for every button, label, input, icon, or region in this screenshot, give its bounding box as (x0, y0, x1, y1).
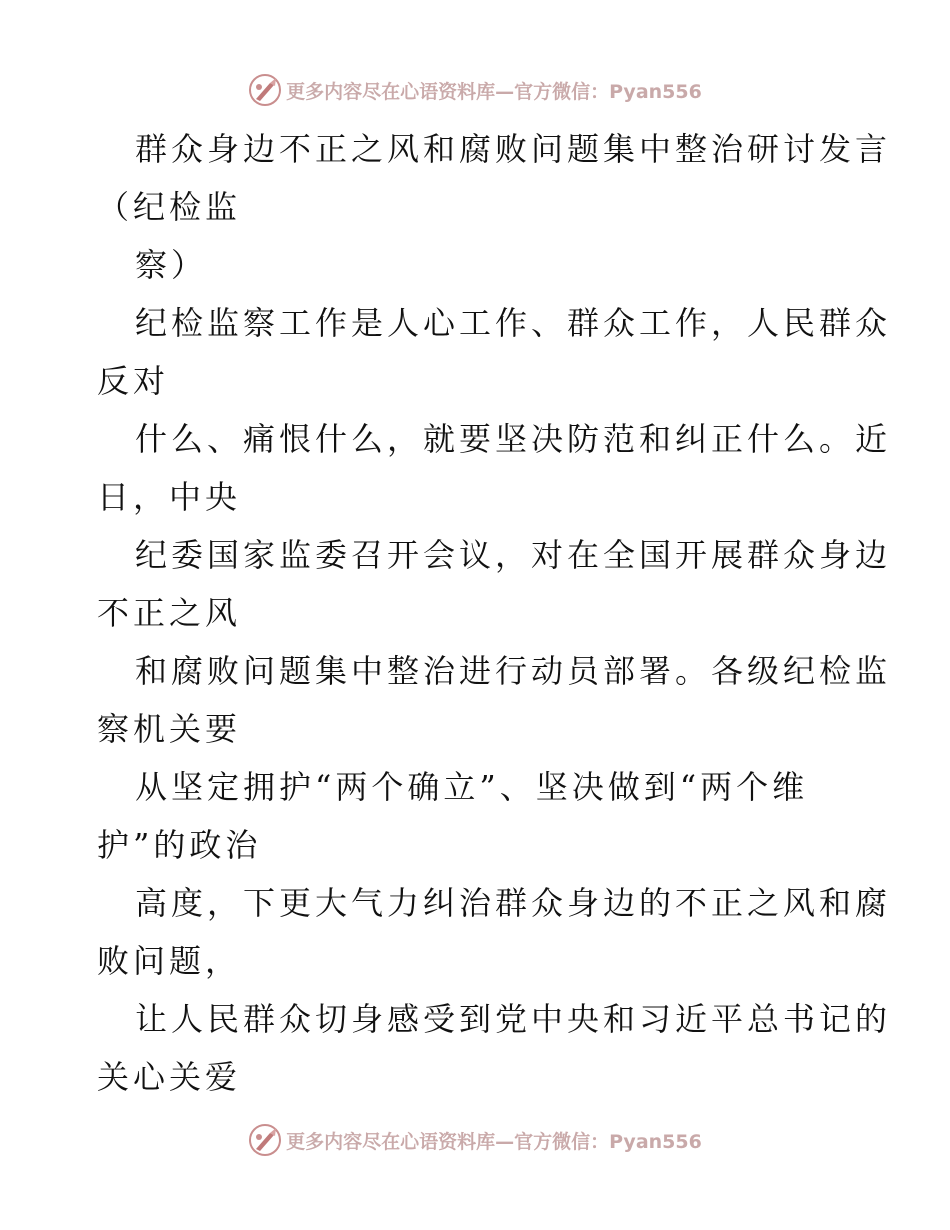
text-line: 反对 (97, 362, 170, 400)
header-watermark (0, 70, 950, 110)
text-line: 从坚定拥护“两个确立”、坚决做到“两个维 (135, 768, 809, 806)
text-line: 群众身边不正之风和腐败问题集中整治研讨发言 (135, 130, 892, 168)
document-body (97, 120, 892, 1106)
text-line: 察机关要 (97, 710, 242, 748)
text-line: 不正之风 (97, 594, 242, 632)
text-line: 和腐败问题集中整治进行动员部署。各级纪检监 (135, 652, 892, 690)
quill-logo-icon (248, 1123, 282, 1157)
text-line: 关心关爱 (97, 1058, 242, 1096)
text-line: 高度，下更大气力纠治群众身边的不正之风和腐 (135, 884, 892, 922)
text-line: 察） (135, 246, 208, 284)
text-line: 败问题， (97, 942, 242, 980)
quill-logo-icon (248, 73, 282, 107)
footer-watermark (0, 1120, 950, 1160)
text-line: 纪委国家监委召开会议，对在全国开展群众身边 (135, 536, 892, 574)
text-line: （纪检监 (97, 188, 242, 226)
text-line: 护”的政治 (97, 826, 262, 864)
watermark-text: 更多内容尽在心语资料库—官方微信：Pyan556 (286, 1130, 702, 1153)
text-line: 纪检监察工作是人心工作、群众工作，人民群众 (135, 304, 892, 342)
text-line: 什么、痛恨什么，就要坚决防范和纠正什么。近 (135, 420, 892, 458)
text-line: 让人民群众切身感受到党中央和习近平总书记的 (135, 1000, 892, 1038)
text-line: 日，中央 (97, 478, 242, 516)
watermark-text: 更多内容尽在心语资料库—官方微信：Pyan556 (286, 80, 702, 103)
